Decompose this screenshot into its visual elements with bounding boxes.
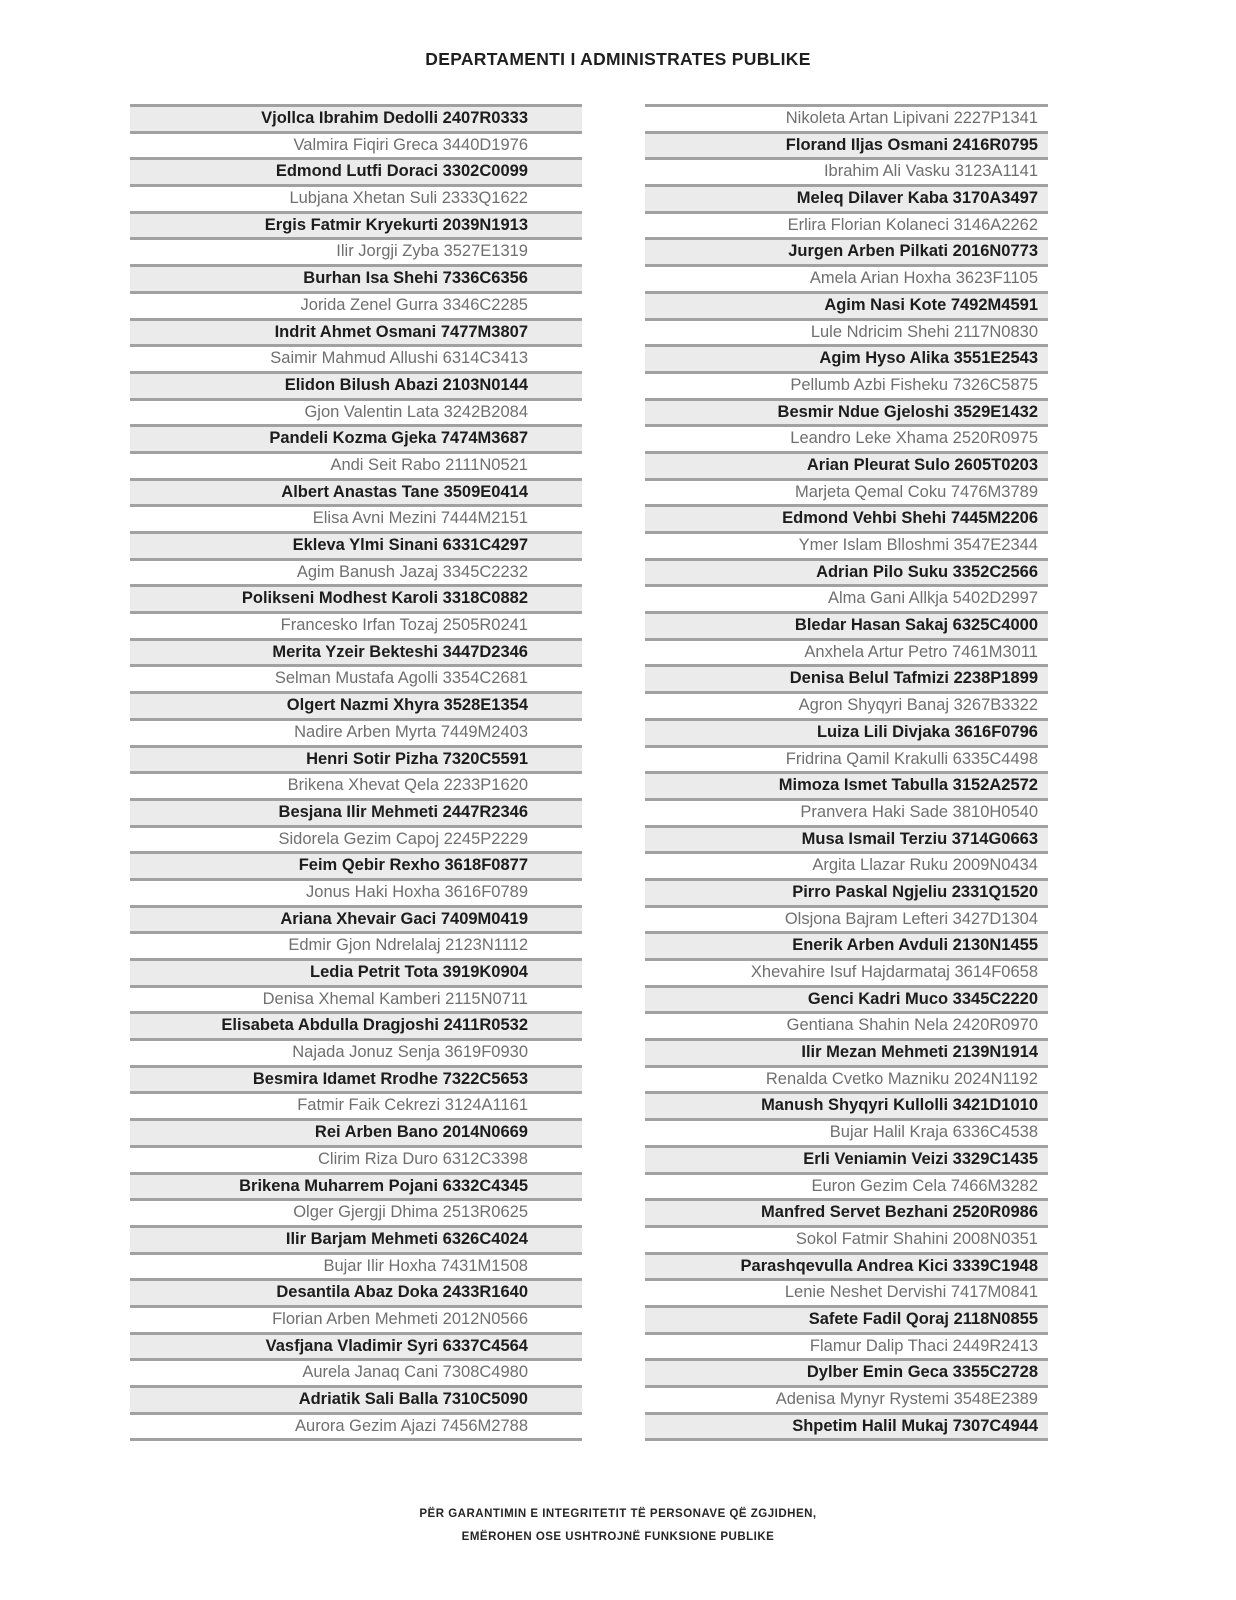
roster-row: Jonus Haki Hoxha 3616F0789 (130, 878, 582, 905)
roster-row: Sokol Fatmir Shahini 2008N0351 (645, 1225, 1048, 1252)
roster-row: Ymer Islam Blloshmi 3547E2344 (645, 531, 1048, 558)
roster-row: Lenie Neshet Dervishi 7417M0841 (645, 1278, 1048, 1305)
roster-row: Najada Jonuz Senja 3619F0930 (130, 1038, 582, 1065)
roster-row: Pirro Paskal Ngjeliu 2331Q1520 (645, 878, 1048, 905)
roster-column-right (645, 104, 1048, 1441)
roster-row: Besmir Ndue Gjeloshi 3529E1432 (645, 398, 1048, 425)
roster-row: Mimoza Ismet Tabulla 3152A2572 (645, 771, 1048, 798)
roster-row: Manfred Servet Bezhani 2520R0986 (645, 1198, 1048, 1225)
roster-row: Aurela Janaq Cani 7308C4980 (130, 1358, 582, 1385)
roster-row: Edmond Lutfi Doraci 3302C0099 (130, 157, 582, 184)
roster-row: Feim Qebir Rexho 3618F0877 (130, 851, 582, 878)
roster-row: Meleq Dilaver Kaba 3170A3497 (645, 184, 1048, 211)
roster-row: Francesko Irfan Tozaj 2505R0241 (130, 611, 582, 638)
roster-row: Olger Gjergji Dhima 2513R0625 (130, 1198, 582, 1225)
roster-row: Indrit Ahmet Osmani 7477M3807 (130, 318, 582, 345)
roster-row: Elisa Avni Mezini 7444M2151 (130, 504, 582, 531)
roster-row: Leandro Leke Xhama 2520R0975 (645, 424, 1048, 451)
roster-column-left (130, 104, 582, 1441)
footer-line-2: EMËROHEN OSE USHTROJNË FUNKSIONE PUBLIKE (461, 1531, 775, 1543)
roster-row: Florian Arben Mehmeti 2012N0566 (130, 1305, 582, 1332)
roster-row: Ilir Barjam Mehmeti 6326C4024 (130, 1225, 582, 1252)
roster-row: Parashqevulla Andrea Kici 3339C1948 (645, 1252, 1048, 1279)
roster-row: Vjollca Ibrahim Dedolli 2407R0333 (130, 104, 582, 131)
roster-row: Genci Kadri Muco 3345C2220 (645, 985, 1048, 1012)
roster-row: Agim Hyso Alika 3551E2543 (645, 344, 1048, 371)
roster-row: Olgert Nazmi Xhyra 3528E1354 (130, 691, 582, 718)
roster-row: Shpetim Halil Mukaj 7307C4944 (645, 1412, 1048, 1439)
roster-row: Brikena Xhevat Qela 2233P1620 (130, 771, 582, 798)
roster-row: Dylber Emin Geca 3355C2728 (645, 1358, 1048, 1385)
roster-row: Argita Llazar Ruku 2009N0434 (645, 851, 1048, 878)
roster-row: Albert Anastas Tane 3509E0414 (130, 478, 582, 505)
roster-row: Jorida Zenel Gurra 3346C2285 (130, 291, 582, 318)
roster-row: Polikseni Modhest Karoli 3318C0882 (130, 584, 582, 611)
roster-row: Alma Gani Allkja 5402D2997 (645, 584, 1048, 611)
roster-row: Gentiana Shahin Nela 2420R0970 (645, 1011, 1048, 1038)
roster-row: Elidon Bilush Abazi 2103N0144 (130, 371, 582, 398)
roster-row: Amela Arian Hoxha 3623F1105 (645, 264, 1048, 291)
roster-row: Selman Mustafa Agolli 3354C2681 (130, 664, 582, 691)
roster-row: Merita Yzeir Bekteshi 3447D2346 (130, 638, 582, 665)
roster-row: Ibrahim Ali Vasku 3123A1141 (645, 157, 1048, 184)
roster-row: Vasfjana Vladimir Syri 6337C4564 (130, 1332, 582, 1359)
roster-row: Adrian Pilo Suku 3352C2566 (645, 558, 1048, 585)
roster-row: Elisabeta Abdulla Dragjoshi 2411R0532 (130, 1011, 582, 1038)
roster-row: Henri Sotir Pizha 7320C5591 (130, 745, 582, 772)
roster-row: Lubjana Xhetan Suli 2333Q1622 (130, 184, 582, 211)
page-title: DEPARTAMENTI I ADMINISTRATES PUBLIKE (425, 49, 811, 69)
roster-row: Valmira Fiqiri Greca 3440D1976 (130, 131, 582, 158)
roster-row: Luiza Lili Divjaka 3616F0796 (645, 718, 1048, 745)
roster-row: Besmira Idamet Rrodhe 7322C5653 (130, 1065, 582, 1092)
roster-row: Adenisa Mynyr Rystemi 3548E2389 (645, 1385, 1048, 1412)
roster-row: Denisa Belul Tafmizi 2238P1899 (645, 664, 1048, 691)
roster-row: Enerik Arben Avduli 2130N1455 (645, 931, 1048, 958)
roster-row: Fatmir Faik Cekrezi 3124A1161 (130, 1091, 582, 1118)
roster-row: Anxhela Artur Petro 7461M3011 (645, 638, 1048, 665)
roster-row: Agim Nasi Kote 7492M4591 (645, 291, 1048, 318)
page-footer (0, 1503, 1236, 1549)
roster-row: Florand Iljas Osmani 2416R0795 (645, 131, 1048, 158)
roster-row: Musa Ismail Terziu 3714G0663 (645, 825, 1048, 852)
roster-row: Bujar Ilir Hoxha 7431M1508 (130, 1252, 582, 1279)
roster-row: Euron Gezim Cela 7466M3282 (645, 1172, 1048, 1199)
roster-columns (130, 104, 1048, 1441)
roster-row: Denisa Xhemal Kamberi 2115N0711 (130, 985, 582, 1012)
roster-row: Rei Arben Bano 2014N0669 (130, 1118, 582, 1145)
roster-row: Bujar Halil Kraja 6336C4538 (645, 1118, 1048, 1145)
roster-row: Aurora Gezim Ajazi 7456M2788 (130, 1412, 582, 1439)
roster-row: Safete Fadil Qoraj 2118N0855 (645, 1305, 1048, 1332)
roster-row: Ilir Mezan Mehmeti 2139N1914 (645, 1038, 1048, 1065)
roster-row: Ariana Xhevair Gaci 7409M0419 (130, 905, 582, 932)
roster-row: Adriatik Sali Balla 7310C5090 (130, 1385, 582, 1412)
roster-row: Ekleva Ylmi Sinani 6331C4297 (130, 531, 582, 558)
roster-row: Gjon Valentin Lata 3242B2084 (130, 398, 582, 425)
roster-row: Nikoleta Artan Lipivani 2227P1341 (645, 104, 1048, 131)
roster-row: Manush Shyqyri Kullolli 3421D1010 (645, 1091, 1048, 1118)
roster-row: Flamur Dalip Thaci 2449R2413 (645, 1332, 1048, 1359)
roster-row: Brikena Muharrem Pojani 6332C4345 (130, 1172, 582, 1199)
roster-row: Xhevahire Isuf Hajdarmataj 3614F0658 (645, 958, 1048, 985)
roster-row: Burhan Isa Shehi 7336C6356 (130, 264, 582, 291)
roster-row: Erlira Florian Kolaneci 3146A2262 (645, 211, 1048, 238)
roster-row: Besjana Ilir Mehmeti 2447R2346 (130, 798, 582, 825)
roster-row: Edmond Vehbi Shehi 7445M2206 (645, 504, 1048, 531)
roster-row: Renalda Cvetko Mazniku 2024N1192 (645, 1065, 1048, 1092)
roster-row: Ledia Petrit Tota 3919K0904 (130, 958, 582, 985)
roster-row: Ergis Fatmir Kryekurti 2039N1913 (130, 211, 582, 238)
roster-row: Olsjona Bajram Lefteri 3427D1304 (645, 905, 1048, 932)
roster-row: Edmir Gjon Ndrelalaj 2123N1112 (130, 931, 582, 958)
roster-row: Agim Banush Jazaj 3345C2232 (130, 558, 582, 585)
roster-row: Saimir Mahmud Allushi 6314C3413 (130, 344, 582, 371)
roster-row: Fridrina Qamil Krakulli 6335C4498 (645, 745, 1048, 772)
roster-row: Bledar Hasan Sakaj 6325C4000 (645, 611, 1048, 638)
roster-row: Nadire Arben Myrta 7449M2403 (130, 718, 582, 745)
roster-row: Pellumb Azbi Fisheku 7326C5875 (645, 371, 1048, 398)
roster-row: Desantila Abaz Doka 2433R1640 (130, 1278, 582, 1305)
roster-row: Marjeta Qemal Coku 7476M3789 (645, 478, 1048, 505)
footer-line-1: PËR GARANTIMIN E INTEGRITETIT TË PERSONAVE QË ZGJIDHEN, (419, 1508, 817, 1520)
roster-row: Ilir Jorgji Zyba 3527E1319 (130, 237, 582, 264)
roster-row: Arian Pleurat Sulo 2605T0203 (645, 451, 1048, 478)
roster-row: Jurgen Arben Pilkati 2016N0773 (645, 237, 1048, 264)
roster-row: Agron Shyqyri Banaj 3267B3322 (645, 691, 1048, 718)
roster-row: Clirim Riza Duro 6312C3398 (130, 1145, 582, 1172)
roster-row: Lule Ndricim Shehi 2117N0830 (645, 318, 1048, 345)
roster-row: Pranvera Haki Sade 3810H0540 (645, 798, 1048, 825)
roster-row: Erli Veniamin Veizi 3329C1435 (645, 1145, 1048, 1172)
roster-row: Andi Seit Rabo 2111N0521 (130, 451, 582, 478)
roster-row: Pandeli Kozma Gjeka 7474M3687 (130, 424, 582, 451)
roster-row: Sidorela Gezim Capoj 2245P2229 (130, 825, 582, 852)
